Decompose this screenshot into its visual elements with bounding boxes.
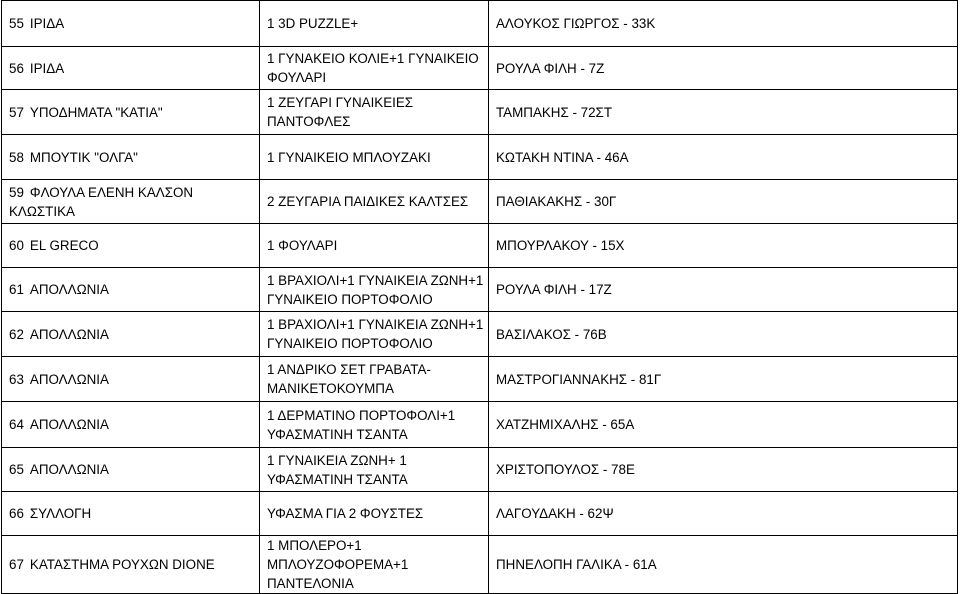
donations-table (1, 0, 958, 594)
recipient-cell: ΑΛΟΥΚΟΣ ΓΙΩΡΓΟΣ - 33Κ (489, 1, 958, 47)
item-cell: 1 ΓΥΝΑΚΕΙΟ ΚΟΛΙΕ+1 ΓΥΝΑΙΚΕΙΟ ΦΟΥΛΑΡΙ (260, 47, 489, 90)
table-row (2, 312, 958, 357)
item-cell: 1 ΜΠΟΛΕΡΟ+1 ΜΠΛΟΥΖΟΦΟΡΕΜΑ+1 ΠΑΝΤΕΛΟΝΙΑ (260, 536, 489, 594)
table-row (2, 47, 958, 90)
sponsor-cell (2, 47, 260, 90)
sponsor-name: ΑΠΟΛΛΩΝΙΑ (29, 462, 109, 477)
recipient-cell: ΒΑΣΙΛΑΚΟΣ - 76Β (489, 312, 958, 357)
item-cell: 1 ΦΟΥΛΑΡΙ (260, 224, 489, 268)
recipient-cell: ΡΟΥΛΑ ΦΙΛΗ - 7Ζ (489, 47, 958, 90)
recipient-cell: ΜΑΣΤΡΟΓΙΑΝΝΑΚΗΣ - 81Γ (489, 357, 958, 402)
sponsor-name: ΚΑΤΑΣΤΗΜΑ ΡΟΥΧΩΝ DIONE (29, 557, 215, 572)
sponsor-cell (2, 402, 260, 448)
sponsor-name: ΜΠΟΥΤΙΚ "ΟΛΓΑ" (29, 149, 138, 165)
table-row (2, 492, 958, 536)
recipient-cell: ΡΟΥΛΑ ΦΙΛΗ - 17Ζ (489, 268, 958, 312)
table-row (2, 357, 958, 402)
row-number: 62 (9, 326, 24, 342)
sponsor-cell (2, 448, 260, 492)
sponsor-cell (2, 135, 260, 180)
sponsor-cell (2, 357, 260, 402)
table-row (2, 268, 958, 312)
row-number: 59 (9, 184, 24, 200)
row-number: 67 (9, 557, 24, 572)
item-cell: 1 3D PUZZLE+ (260, 1, 489, 47)
item-cell: 1 ΓΥΝΑΙΚΕΙΟ ΜΠΛΟΥΖΑΚΙ (260, 135, 489, 180)
sponsor-cell (2, 90, 260, 135)
sponsor-name: ΦΛΟΥΛΑ ΕΛΕΝΗ ΚΑΛΣΟΝ ΚΛΩΣΤΙΚΑ (9, 184, 194, 219)
sponsor-name: ΙΡΙΔΑ (29, 16, 65, 31)
recipient-cell: ΚΩΤΑΚΗ ΝΤΙΝΑ - 46Α (489, 135, 958, 180)
row-number: 55 (9, 16, 24, 31)
sponsor-cell (2, 312, 260, 357)
sponsor-cell (2, 1, 260, 47)
recipient-cell: ΛΑΓΟΥΔΑΚΗ - 62Ψ (489, 492, 958, 536)
table-row (2, 90, 958, 135)
row-number: 56 (9, 60, 24, 76)
row-number: 58 (9, 149, 24, 165)
row-number: 65 (9, 462, 24, 477)
item-cell: ΥΦΑΣΜΑ ΓΙΑ 2 ΦΟΥΣΤΕΣ (260, 492, 489, 536)
sponsor-name: ΙΡΙΔΑ (29, 60, 65, 76)
recipient-cell: ΜΠΟΥΡΛΑΚΟΥ - 15Χ (489, 224, 958, 268)
table-row (2, 180, 958, 224)
sponsor-name: ΑΠΟΛΛΩΝΙΑ (29, 417, 109, 432)
table-row (2, 536, 958, 594)
sponsor-cell (2, 492, 260, 536)
table-row (2, 402, 958, 448)
recipient-cell: ΧΡΙΣΤΟΠΟΥΛΟΣ - 78Ε (489, 448, 958, 492)
recipient-cell: ΤΑΜΠΑΚΗΣ - 72ΣΤ (489, 90, 958, 135)
recipient-cell: ΧΑΤΖΗΜΙΧΑΛΗΣ - 65Α (489, 402, 958, 448)
sponsor-cell (2, 224, 260, 268)
sponsor-name: ΑΠΟΛΛΩΝΙΑ (29, 371, 109, 387)
item-cell: 1 ΑΝΔΡΙΚΟ ΣΕΤ ΓΡΑΒΑΤΑ-ΜΑΝΙΚΕΤΟΚΟΥΜΠΑ (260, 357, 489, 402)
table-row (2, 448, 958, 492)
item-cell: 1 ΓΥΝΑΙΚΕΙΑ ΖΩΝΗ+ 1 ΥΦΑΣΜΑΤΙΝΗ ΤΣΑΝΤΑ (260, 448, 489, 492)
item-cell: 1 ΖΕΥΓΑΡΙ ΓΥΝΑΙΚΕΙΕΣ ΠΑΝΤΟΦΛΕΣ (260, 90, 489, 135)
sponsor-cell (2, 180, 260, 224)
sponsor-name: ΑΠΟΛΛΩΝΙΑ (29, 282, 109, 297)
row-number: 60 (9, 238, 24, 253)
table-row (2, 135, 958, 180)
table-body (2, 1, 958, 594)
item-cell: 2 ΖΕΥΓΑΡΙΑ ΠΑΙΔΙΚΕΣ ΚΑΛΤΣΕΣ (260, 180, 489, 224)
sponsor-name: ΣΥΛΛΟΓΗ (29, 506, 92, 521)
row-number: 63 (9, 371, 24, 387)
recipient-cell: ΠΗΝΕΛΟΠΗ ΓΑΛΙΚΑ - 61Α (489, 536, 958, 594)
item-cell: 1 ΒΡΑΧΙΟΛΙ+1 ΓΥΝΑΙΚΕΙΑ ΖΩΝΗ+1 ΓΥΝΑΙΚΕΙΟ ΠΟΡΤΟΦΟΛΙΟ (260, 268, 489, 312)
row-number: 57 (9, 104, 24, 120)
table-row (2, 1, 958, 47)
table-row (2, 224, 958, 268)
row-number: 61 (9, 282, 24, 297)
sponsor-cell (2, 536, 260, 594)
sponsor-name: EL GRECO (29, 238, 99, 253)
item-cell: 1 ΔΕΡΜΑΤΙΝΟ ΠΟΡΤΟΦΟΛΙ+1 ΥΦΑΣΜΑΤΙΝΗ ΤΣΑΝΤΑ (260, 402, 489, 448)
row-number: 66 (9, 506, 24, 521)
sponsor-name: ΥΠΟΔΗΜΑΤΑ "ΚΑΤΙΑ" (29, 104, 163, 120)
row-number: 64 (9, 417, 24, 432)
recipient-cell: ΠΑΘΙΑΚΑΚΗΣ - 30Γ (489, 180, 958, 224)
item-cell: 1 ΒΡΑΧΙΟΛΙ+1 ΓΥΝΑΙΚΕΙΑ ΖΩΝΗ+1 ΓΥΝΑΙΚΕΙΟ ΠΟΡΤΟΦΟΛΙΟ (260, 312, 489, 357)
sponsor-name: ΑΠΟΛΛΩΝΙΑ (29, 326, 109, 342)
sponsor-cell (2, 268, 260, 312)
